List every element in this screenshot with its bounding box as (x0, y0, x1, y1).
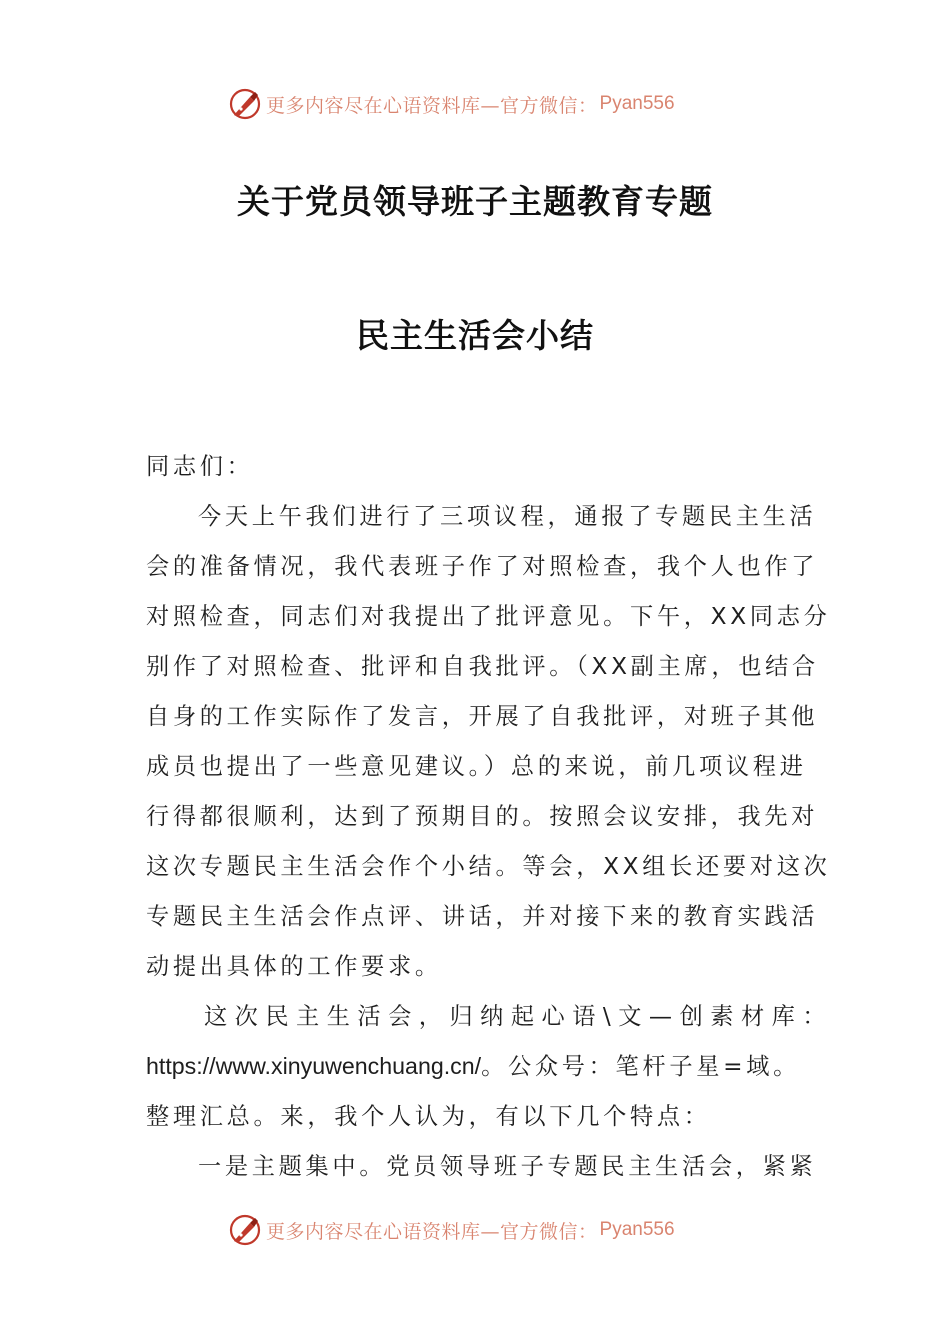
paragraph-1-line: 成员也提出了一些意见建议。）总的来说，前几项议程进 (146, 753, 807, 780)
paragraph-1-line: 别作了对照检查、批评和自我批评。（XX副主席，也结合 (146, 653, 819, 680)
header-watermark (228, 84, 675, 124)
paragraph-1-line: 这次专题民主生活会作个小结。等会，XX组长还要对这次 (146, 853, 831, 880)
watermark-text: 更多内容尽在心语资料库—官方微信： (266, 94, 598, 117)
paragraph-1-line: 动提出具体的工作要求。 (146, 953, 442, 980)
paragraph-1-line: 专题民主生活会作点评、讲话，并对接下来的教育实践活 (146, 903, 819, 930)
watermark-wechat-id: Pyan556 (599, 93, 675, 114)
watermark-text: 更多内容尽在心语资料库—官方微信： (266, 1220, 598, 1243)
document-title-line-1: 关于党员领导班子主题教育专题 (237, 182, 713, 221)
document-title-line-2: 民主生活会小结 (356, 316, 594, 355)
paragraph-2-line: 整理汇总。来，我个人认为，有以下几个特点： (146, 1103, 711, 1130)
paragraph-1-line: 自身的工作实际作了发言，开展了自我批评，对班子其他 (146, 703, 819, 730)
paragraph-2-line (146, 1047, 800, 1081)
paragraph-1-line: 对照检查，同志们对我提出了批评意见。下午，XX同志分 (146, 603, 831, 630)
paragraph-2-line: 这次民主生活会，归纳起心语\文—创素材库： (204, 1003, 834, 1030)
paragraph-1-line: 会的准备情况，我代表班子作了对照检查，我个人也作了 (146, 553, 819, 580)
watermark-wechat-id: Pyan556 (599, 1219, 675, 1240)
paragraph-1-line: 行得都很顺利，达到了预期目的。按照会议安排，我先对 (146, 803, 819, 830)
paragraph-2-rest: 。公众号：笔杆子星=域。 (481, 1053, 800, 1080)
footer-watermark (228, 1210, 675, 1250)
pen-nib-logo-icon (228, 87, 262, 121)
salutation: 同志们： (146, 453, 254, 480)
paragraph-2-url: https://www.xinyuwenchuang.cn/ (146, 1053, 482, 1079)
pen-nib-logo-icon (228, 1213, 262, 1247)
paragraph-3-line: 一是主题集中。党员领导班子专题民主生活会，紧紧 (198, 1153, 817, 1180)
paragraph-1-line: 今天上午我们进行了三项议程，通报了专题民主生活 (198, 503, 817, 530)
